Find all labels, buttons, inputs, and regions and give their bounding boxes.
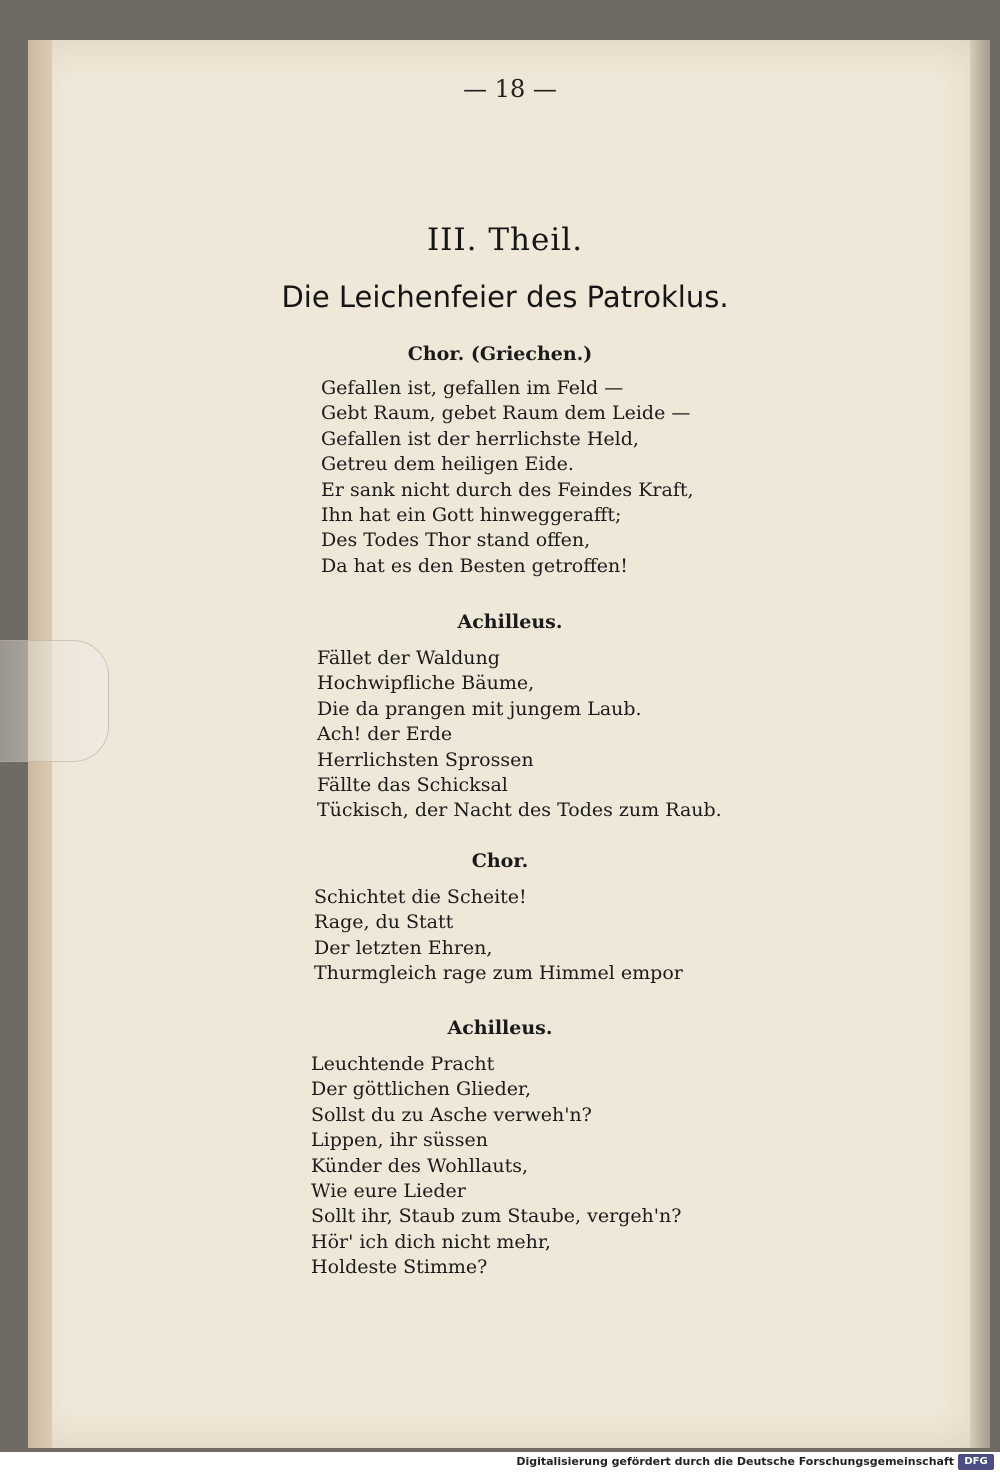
funding-notice: Digitalisierung gefördert durch die Deutsche Forschungsgemeinschaft	[516, 1455, 954, 1468]
verse-line: Da hat es den Besten getroffen!	[321, 554, 628, 577]
verse-line: Der göttlichen Glieder,	[311, 1078, 532, 1101]
verse-stanza	[317, 646, 722, 824]
verse-line: Tückisch, der Nacht des Todes zum Raub.	[317, 799, 722, 822]
verse-line: Leuchtende Pracht	[311, 1053, 495, 1075]
verse-line: Holdeste Stimme?	[311, 1256, 488, 1279]
verse-line: Getreu dem heiligen Eide.	[321, 453, 574, 476]
verse-stanza	[321, 376, 694, 579]
verse-line: Hör' ich dich nicht mehr,	[311, 1230, 551, 1253]
verse-line: Herrlichsten Sprossen	[317, 748, 534, 771]
verse-line: Er sank nicht durch des Feindes Kraft,	[321, 478, 694, 501]
plastic-page-clip	[0, 640, 109, 762]
verse-line: Gefallen ist, gefallen im Feld —	[321, 377, 624, 399]
verse-line: Schichtet die Scheite!	[314, 886, 527, 908]
verse-line: Ach! der Erde	[317, 723, 453, 746]
page-fore-edge	[970, 40, 990, 1448]
section-heading: Achilleus.	[447, 1017, 553, 1039]
section-heading: Chor.	[471, 850, 529, 872]
verse-line: Gefallen ist der herrlichste Held,	[321, 427, 639, 450]
part-title: III. Theil.	[426, 222, 584, 258]
verse-line: Künder des Wohllauts,	[311, 1154, 529, 1177]
verse-line: Die da prangen mit jungem Laub.	[317, 697, 642, 720]
verse-line: Fällte das Schicksal	[317, 773, 508, 796]
verse-stanza	[311, 1052, 681, 1281]
main-title: Die Leichenfeier des Patroklus.	[281, 280, 729, 314]
verse-line: Lippen, ihr süssen	[311, 1129, 488, 1152]
verse-line: Der letzten Ehren,	[314, 936, 493, 959]
verse-line: Rage, du Statt	[314, 911, 454, 934]
section-heading: Chor. (Griechen.)	[407, 343, 593, 365]
verse-line: Sollst du zu Asche verweh'n?	[311, 1103, 592, 1126]
section-heading: Achilleus.	[457, 611, 563, 633]
verse-line: Fället der Waldung	[317, 647, 500, 669]
verse-stanza	[314, 885, 683, 987]
verse-line: Thurmgleich rage zum Himmel empor	[314, 962, 683, 985]
verse-line: Des Todes Thor stand offen,	[321, 529, 591, 552]
verse-line: Sollt ihr, Staub zum Staube, vergeh'n?	[311, 1205, 682, 1228]
verse-line: Wie eure Lieder	[311, 1179, 466, 1202]
verse-line: Gebt Raum, gebet Raum dem Leide —	[321, 402, 691, 425]
page-number: — 18 —	[463, 75, 557, 103]
verse-line: Ihn hat ein Gott hinweggerafft;	[321, 503, 622, 526]
verse-line: Hochwipfliche Bäume,	[317, 672, 535, 695]
dfg-logo: DFG	[958, 1454, 994, 1470]
